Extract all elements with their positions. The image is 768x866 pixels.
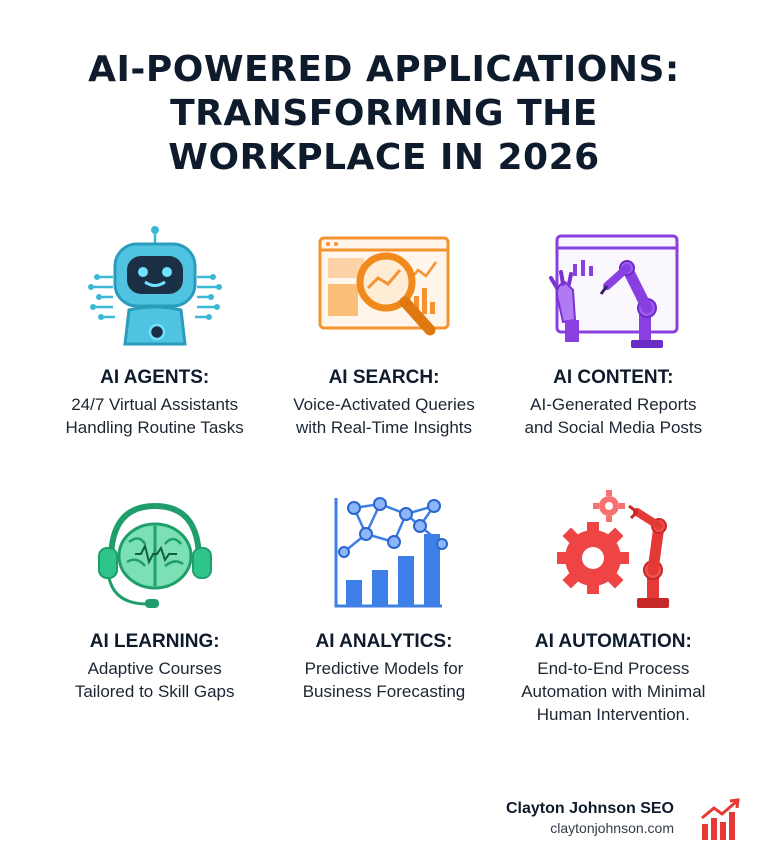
- magnifier-dashboard-icon: [314, 222, 454, 357]
- card-heading: AI AUTOMATION:: [534, 631, 692, 652]
- card-ai-analytics: [269, 486, 498, 756]
- page-title: [0, 48, 768, 180]
- card-heading: AI SEARCH:: [328, 367, 440, 388]
- brand-name: Clayton Johnson SEO: [505, 800, 674, 817]
- title-line-3: WORKPLACE IN 2026: [168, 137, 600, 178]
- card-description: 24/7 Virtual Assistants Handling Routine Tasks: [65, 395, 244, 437]
- card-heading: AI CONTENT:: [553, 367, 674, 388]
- card-ai-search: [269, 222, 498, 472]
- card-ai-content: [499, 222, 728, 472]
- card-heading: AI ANALYTICS:: [315, 631, 453, 652]
- brand-url: claytonjohnson.com: [550, 820, 674, 836]
- card-ai-agents: [40, 222, 269, 472]
- robot-icon: [85, 222, 225, 357]
- card-description: Voice-Activated Queries with Real-Time Insights: [293, 395, 475, 437]
- gear-robot-arm-icon: [543, 486, 683, 621]
- card-description: Predictive Models for Business Forecasting: [302, 659, 466, 701]
- brain-headset-icon: [85, 486, 225, 621]
- card-description: AI-Generated Reports and Social Media Posts: [524, 395, 703, 437]
- bar-network-chart-icon: [314, 486, 454, 621]
- applications-grid: [40, 222, 728, 756]
- card-description: Adaptive Courses Tailored to Skill Gaps: [74, 659, 235, 701]
- card-heading: AI LEARNING:: [89, 631, 220, 652]
- growth-bars-icon: [698, 796, 744, 842]
- card-description: End-to-End Process Automation with Minimal Human Intervention.: [521, 659, 706, 724]
- title-line-2: TRANSFORMING THE: [170, 93, 598, 134]
- card-ai-learning: [40, 486, 269, 756]
- card-ai-automation: [499, 486, 728, 756]
- robotic-arm-writing-icon: [543, 222, 683, 357]
- title-line-1: AI-POWERED APPLICATIONS:: [88, 49, 680, 90]
- card-heading: AI AGENTS:: [100, 367, 210, 388]
- brand-block: [506, 800, 674, 836]
